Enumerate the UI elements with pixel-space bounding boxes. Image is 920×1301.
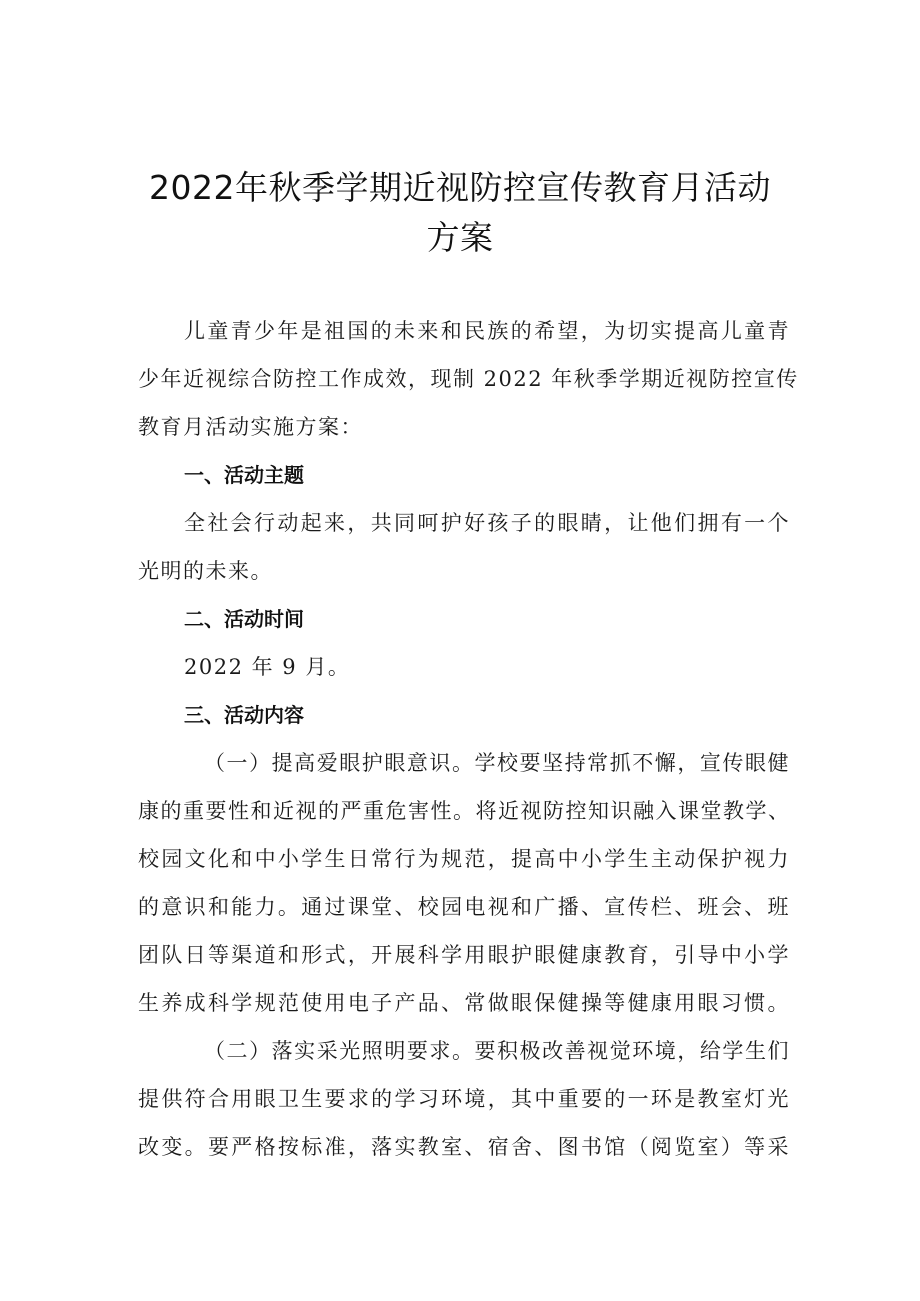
section-2-heading: 二、活动时间 (184, 607, 304, 631)
document-title-line-2: 方案 (426, 218, 494, 257)
document-title-line-1: 2022年秋季学期近视防控宣传教育月活动 (149, 168, 771, 207)
section-3-heading: 三、活动内容 (184, 703, 304, 727)
para-2-line-3: 改变。要严格按标准，落实教室、宿舍、图书馆（阅览室）等采 (138, 1135, 790, 1159)
intro-line-3: 教育月活动实施方案： (138, 415, 363, 439)
intro-line-1: 儿童青少年是祖国的未来和民族的希望，为切实提高儿童青 (184, 319, 790, 343)
para-1-line-6: 生养成科学规范使用电子产品、常做眼保健操等健康用眼习惯。 (138, 991, 790, 1015)
para-1-line-2: 康的重要性和近视的严重危害性。将近视防控知识融入课堂教学、 (138, 799, 791, 823)
para-1-line-3: 校园文化和中小学生日常行为规范，提高中小学生主动保护视力 (138, 847, 790, 871)
intro-line-2: 少年近视综合防控工作成效，现制 2022 年秋季学期近视防控宣传 (138, 367, 799, 391)
para-1-line-1: （一）提高爱眼护眼意识。学校要坚持常抓不懈，宣传眼健 (204, 751, 790, 775)
para-1-line-4: 的意识和能力。通过课堂、校园电视和广播、宣传栏、班会、班 (138, 895, 790, 919)
section-2-line-1: 2022 年 9 月。 (184, 655, 351, 679)
para-2-line-2: 提供符合用眼卫生要求的学习环境，其中重要的一环是教室灯光 (138, 1087, 790, 1111)
para-1-line-5: 团队日等渠道和形式，开展科学用眼护眼健康教育，引导中小学 (138, 943, 790, 967)
para-2-line-1: （二）落实采光照明要求。要积极改善视觉环境，给学生们 (204, 1039, 790, 1063)
section-1-line-1: 全社会行动起来，共同呵护好孩子的眼睛，让他们拥有一个 (184, 511, 790, 535)
section-1-line-2: 光明的未来。 (138, 559, 273, 583)
section-1-heading: 一、活动主题 (184, 463, 304, 487)
